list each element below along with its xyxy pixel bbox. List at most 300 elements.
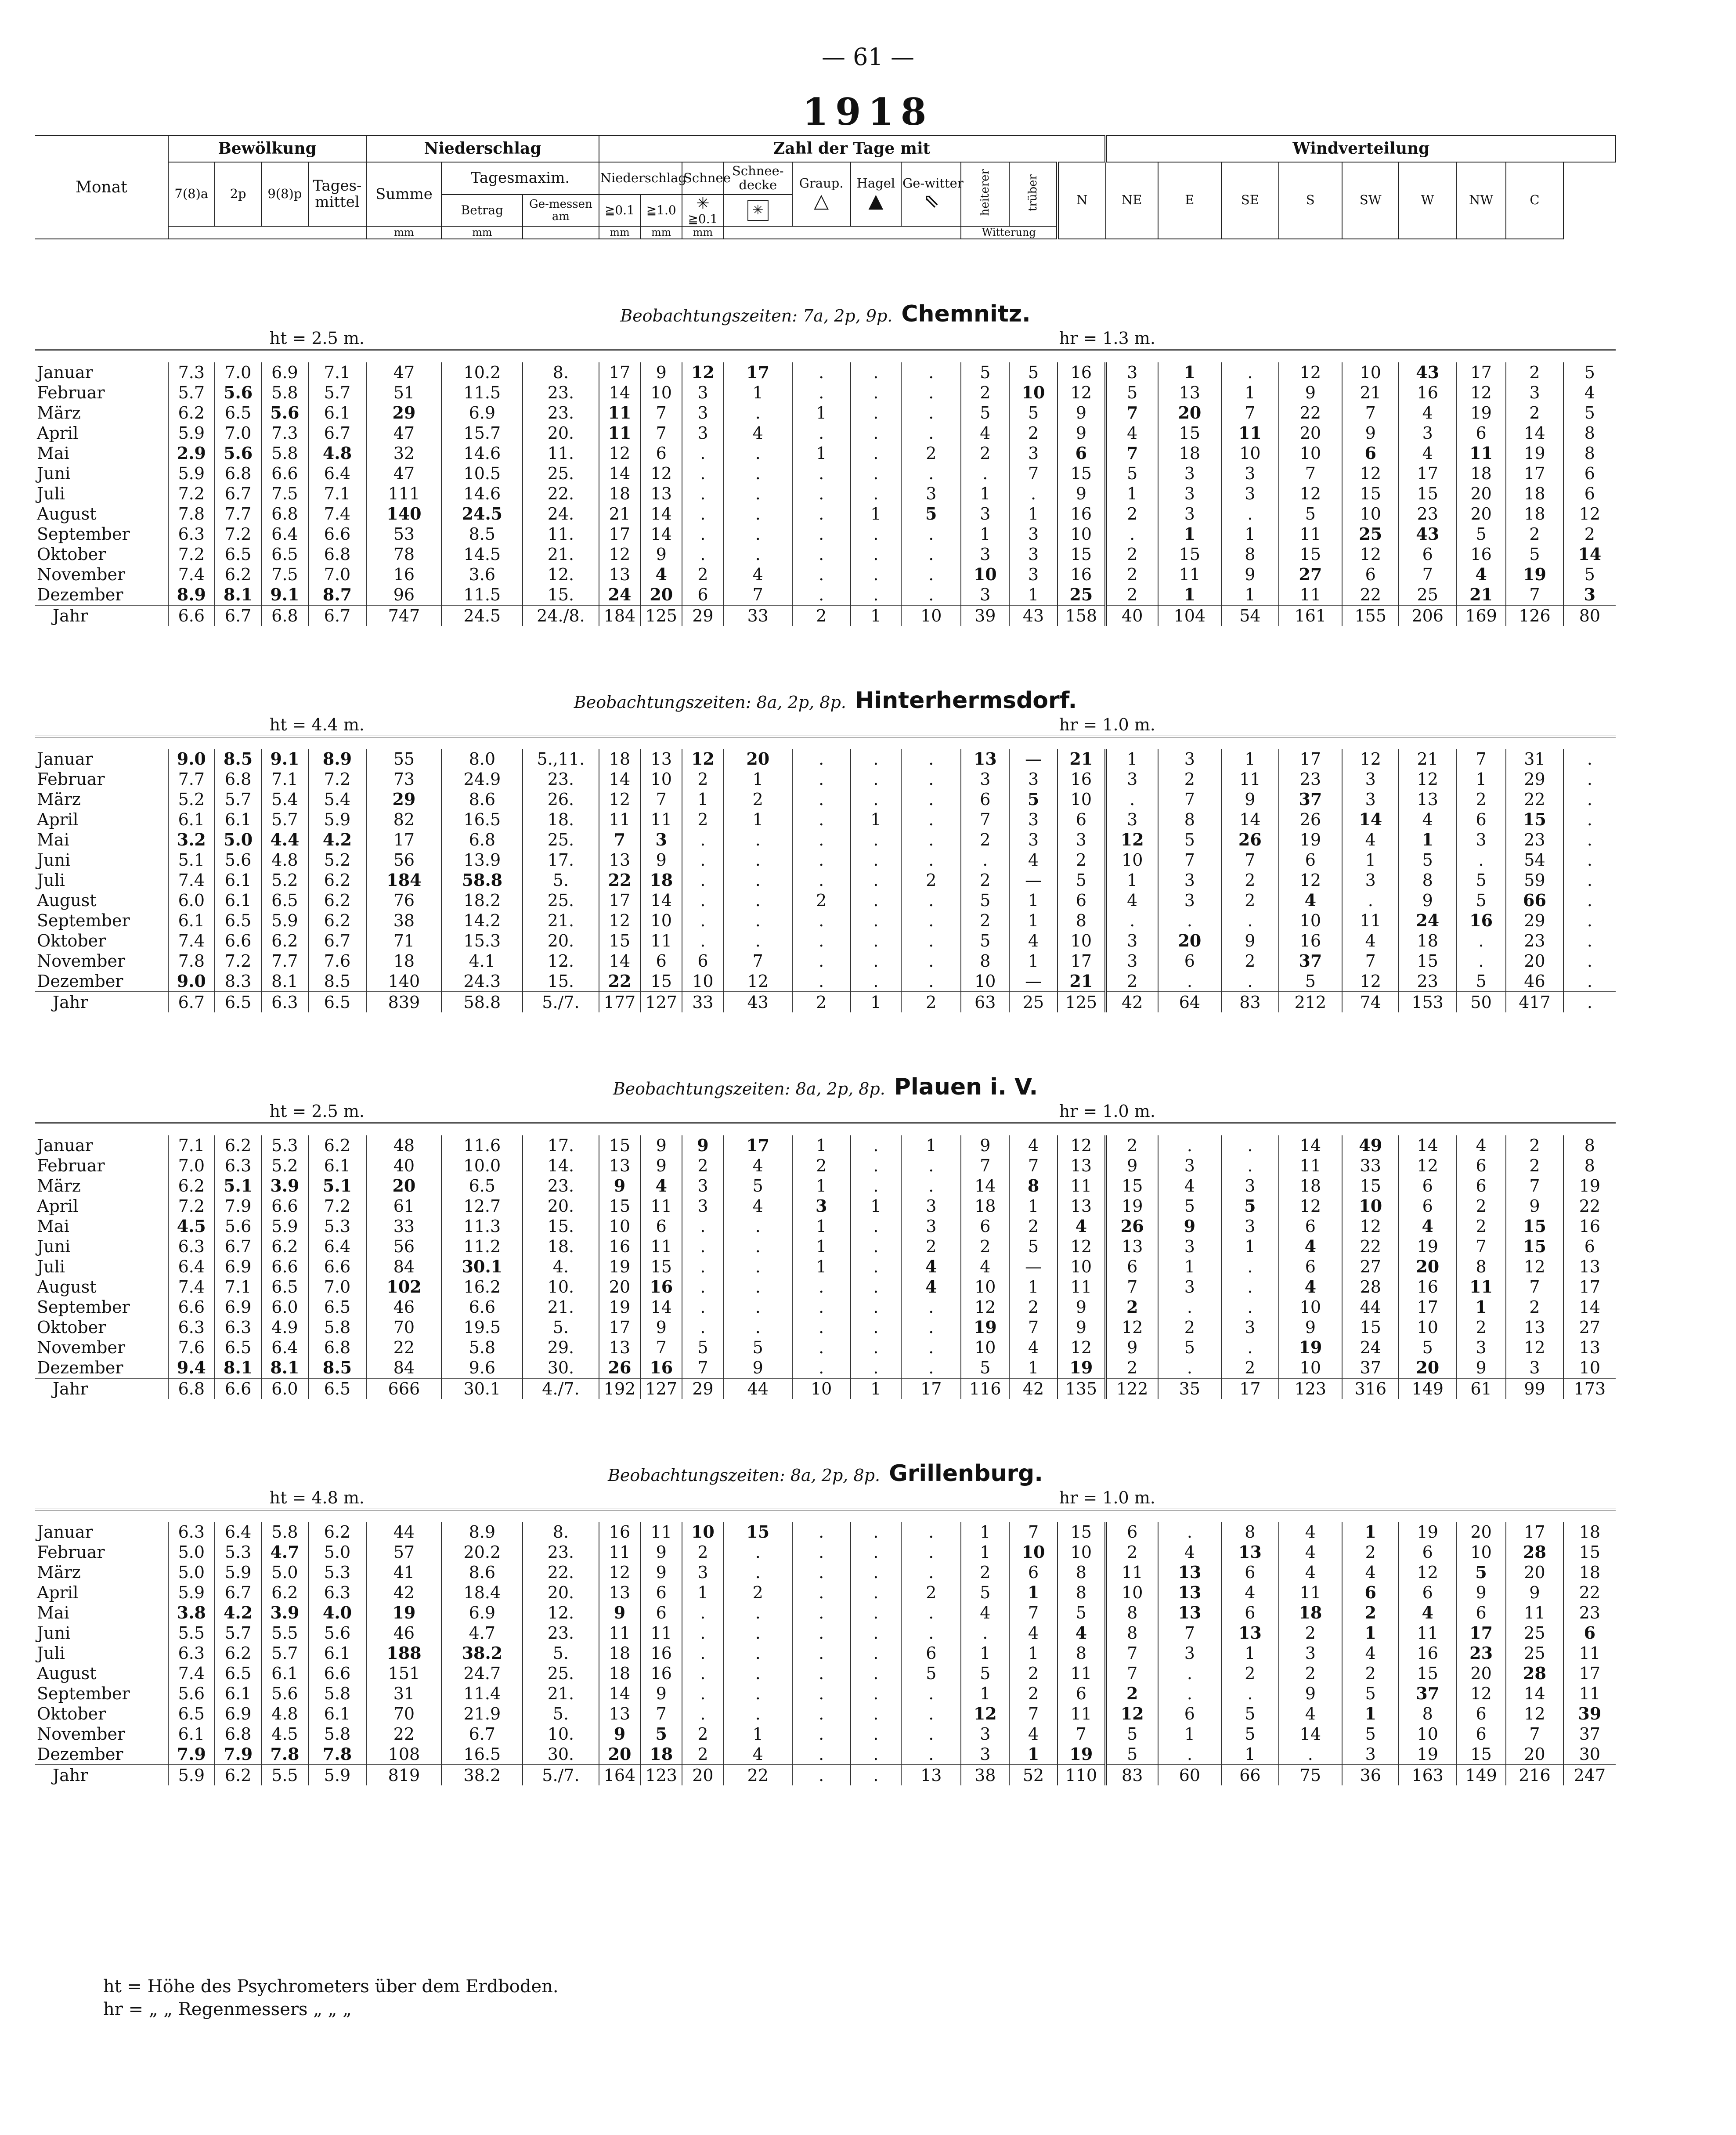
data-cell: 1 [1009, 1582, 1057, 1603]
data-cell: 8.1 [261, 971, 308, 992]
table-row [35, 443, 1616, 463]
data-cell: 5.6 [261, 403, 308, 423]
data-cell: 7 [640, 403, 682, 423]
data-cell: 6 [1399, 1196, 1456, 1216]
data-cell: 7 [1399, 564, 1456, 585]
total-cell: 43 [724, 992, 792, 1012]
month-label: August [37, 504, 97, 524]
data-cell: 15 [1342, 484, 1399, 504]
total-cell: 122 [1106, 1378, 1158, 1399]
data-cell: 10 [1342, 362, 1399, 383]
data-cell: 70 [366, 1704, 441, 1724]
data-cell: 7.9 [215, 1744, 261, 1765]
data-cell: 6.6 [441, 1297, 523, 1317]
data-cell: 18 [1399, 931, 1456, 951]
data-cell: 9 [1456, 1582, 1506, 1603]
data-cell: 10 [961, 1277, 1009, 1297]
data-cell: . [682, 1603, 724, 1623]
jahr-label: Jahr [35, 605, 168, 626]
data-cell: 6 [1456, 1704, 1506, 1724]
data-cell: 5 [682, 1337, 724, 1358]
data-cell: 3 [1106, 931, 1158, 951]
data-cell: 9 [1158, 1216, 1221, 1236]
total-cell: 40 [1106, 605, 1158, 626]
data-cell: 9 [1221, 789, 1279, 809]
data-cell: 6.1 [308, 1156, 367, 1176]
data-cell: 11.2 [441, 1236, 523, 1257]
thr3-label: ≧0.1 [688, 211, 718, 226]
data-cell: 7 [1506, 1277, 1563, 1297]
data-cell: . [682, 1663, 724, 1683]
data-cell: 10 [961, 564, 1009, 585]
data-cell: . [1158, 1683, 1221, 1704]
data-cell: 20 [1456, 1663, 1506, 1683]
data-cell: 20 [1506, 951, 1563, 971]
data-cell: 18.2 [441, 890, 523, 910]
month-label: Januar [37, 362, 93, 382]
data-cell: 7 [640, 1337, 682, 1358]
data-cell: 1 [1009, 1277, 1057, 1297]
data-cell: 7 [1342, 403, 1399, 423]
data-cell: . [724, 484, 792, 504]
data-cell: 3 [1221, 1216, 1279, 1236]
data-cell: . [851, 910, 902, 931]
data-cell: 6.9 [441, 403, 523, 423]
data-cell: 1 [1221, 749, 1279, 769]
total-cell: 206 [1399, 605, 1456, 626]
data-cell: 5.7 [261, 1643, 308, 1663]
data-cell: . [792, 809, 851, 830]
data-cell: 5.3 [308, 1562, 367, 1582]
data-cell: 6.5 [215, 544, 261, 564]
data-cell: 4 [1009, 1623, 1057, 1643]
data-cell: . [1106, 789, 1158, 809]
data-cell: 13 [961, 749, 1009, 769]
data-cell: 22 [366, 1337, 441, 1358]
data-cell: . [682, 1704, 724, 1724]
data-cell: 5.8 [441, 1337, 523, 1358]
data-cell: 3 [1158, 870, 1221, 890]
data-cell: 9.0 [168, 971, 215, 992]
total-cell: 126 [1506, 605, 1563, 626]
data-cell: 14 [599, 463, 641, 484]
data-cell: 1 [1158, 1257, 1221, 1277]
unit-gemessen [523, 226, 599, 238]
data-cell: 6.1 [168, 910, 215, 931]
data-cell: . [682, 1277, 724, 1297]
header-bew-2p: 2p [215, 162, 261, 226]
wind-n: N [1057, 162, 1106, 239]
data-cell: 7 [640, 423, 682, 443]
data-cell: 28 [1506, 1663, 1563, 1683]
data-cell: 11 [599, 1542, 641, 1562]
data-cell: 17 [1563, 1277, 1616, 1297]
month-label: Juli [37, 870, 65, 890]
data-cell: 1 [1009, 1744, 1057, 1765]
data-cell: 19 [1279, 830, 1342, 850]
total-cell: 819 [366, 1765, 441, 1785]
data-cell: 18 [640, 1744, 682, 1765]
unit-ns2: mm [640, 226, 682, 238]
data-cell: . [901, 524, 961, 544]
data-cell: 4 [1342, 830, 1399, 850]
data-cell: 4 [901, 1277, 961, 1297]
data-cell: 14 [1342, 809, 1399, 830]
data-cell: . [724, 504, 792, 524]
data-cell: 5.8 [261, 443, 308, 463]
data-cell: 11. [523, 443, 599, 463]
data-cell: 14.6 [441, 484, 523, 504]
data-cell: 17. [523, 850, 599, 870]
data-cell: 11 [1057, 1176, 1106, 1196]
data-cell: 7.5 [261, 484, 308, 504]
data-cell: 19 [1399, 1236, 1456, 1257]
data-cell: 84 [366, 1358, 441, 1378]
data-cell: . [901, 830, 961, 850]
total-cell: 173 [1563, 1378, 1616, 1399]
data-cell: 7 [1342, 951, 1399, 971]
data-cell: 4 [724, 1744, 792, 1765]
data-cell: . [1158, 971, 1221, 992]
data-cell: 7.1 [308, 362, 367, 383]
data-cell: 6.6 [215, 931, 261, 951]
data-cell: 7.1 [261, 769, 308, 789]
data-cell: 2.9 [168, 443, 215, 463]
data-cell: 6.1 [215, 870, 261, 890]
data-cell: 7.8 [308, 1744, 367, 1765]
data-cell: 3 [1221, 1176, 1279, 1196]
data-cell: 19 [1106, 1196, 1158, 1216]
data-cell: 4 [1009, 1337, 1057, 1358]
data-cell: 31 [366, 1683, 441, 1704]
data-cell: 11 [640, 931, 682, 951]
data-cell: 6 [1456, 1724, 1506, 1744]
data-cell: 5 [1456, 971, 1506, 992]
data-cell: 7.8 [168, 504, 215, 524]
data-cell: 21. [523, 1297, 599, 1317]
station-obs-times: Beobachtungszeiten: 8a, 2p, 8p. [574, 692, 846, 712]
data-cell: 5 [1158, 830, 1221, 850]
data-cell: 9 [1399, 890, 1456, 910]
data-cell: 20 [1506, 1744, 1563, 1765]
data-cell: 2 [901, 870, 961, 890]
data-cell: 7 [1221, 403, 1279, 423]
data-cell: 16 [1399, 1643, 1456, 1663]
data-cell: . [792, 1623, 851, 1643]
total-cell: 127 [640, 1378, 682, 1399]
data-cell: 25. [523, 1663, 599, 1683]
data-cell: 1 [792, 1135, 851, 1156]
data-cell: . [792, 749, 851, 769]
data-cell: 7.3 [168, 362, 215, 383]
data-cell: 15 [1106, 1176, 1158, 1196]
data-cell: 5.,11. [523, 749, 599, 769]
total-cell: 20 [682, 1765, 724, 1785]
data-cell: 8.1 [215, 585, 261, 605]
header-windverteilung: Windverteilung [1106, 136, 1616, 162]
data-cell: 6.6 [308, 524, 367, 544]
data-cell: 14 [1279, 1724, 1342, 1744]
header-monat: Monat [35, 136, 168, 239]
data-cell: 108 [366, 1744, 441, 1765]
data-cell: 13 [1563, 1337, 1616, 1358]
wind-s: S [1279, 162, 1342, 239]
data-cell: 6.2 [308, 890, 367, 910]
data-cell: 4 [1456, 564, 1506, 585]
data-cell: . [792, 1358, 851, 1378]
unit-summe: mm [366, 226, 441, 238]
total-cell: 1 [851, 605, 902, 626]
data-cell: 5.0 [168, 1542, 215, 1562]
data-cell: 9 [1279, 1317, 1342, 1337]
unit-schnee: mm [682, 226, 724, 238]
data-cell: 6.1 [168, 1724, 215, 1744]
data-cell: 7 [1506, 1176, 1563, 1196]
data-cell: 1 [851, 504, 902, 524]
table-row [35, 1582, 1616, 1603]
data-cell: 11 [640, 1236, 682, 1257]
data-cell: 10 [1057, 1257, 1106, 1277]
table-row [35, 463, 1616, 484]
data-cell: 1 [851, 809, 902, 830]
data-cell: . [724, 1663, 792, 1683]
data-cell: 11 [1057, 1663, 1106, 1683]
data-cell: 20 [1456, 484, 1506, 504]
data-cell: 5 [901, 1663, 961, 1683]
data-cell: 17 [1563, 1663, 1616, 1683]
data-cell: 15 [1158, 544, 1221, 564]
data-cell: 23 [1506, 830, 1563, 850]
data-cell: . [1158, 1663, 1221, 1683]
data-cell: 5 [1456, 524, 1506, 544]
data-cell: 12 [1342, 971, 1399, 992]
month-label: Februar [37, 769, 105, 789]
data-cell: 6.5 [215, 1663, 261, 1683]
data-cell: 6.4 [308, 463, 367, 484]
data-cell: 17 [599, 1317, 641, 1337]
data-cell: 188 [366, 1643, 441, 1663]
data-cell: 26 [599, 1358, 641, 1378]
data-cell: 3 [1009, 524, 1057, 544]
data-cell: 46 [366, 1623, 441, 1643]
data-cell: 1 [792, 1216, 851, 1236]
data-cell: . [1221, 1156, 1279, 1176]
data-cell: . [851, 1683, 902, 1704]
data-cell: . [682, 524, 724, 544]
table-row [35, 1196, 1616, 1216]
data-cell: 24 [1342, 1337, 1399, 1358]
data-cell: 19 [1456, 403, 1506, 423]
total-cell: 83 [1106, 1765, 1158, 1785]
data-cell: 12.7 [441, 1196, 523, 1216]
data-cell: 20. [523, 931, 599, 951]
data-cell: 15.7 [441, 423, 523, 443]
header-gemessen: Ge-messen am [523, 195, 599, 226]
data-cell: 6.7 [308, 423, 367, 443]
data-cell: . [1221, 1135, 1279, 1156]
data-cell: 4.7 [441, 1623, 523, 1643]
data-cell: . [682, 830, 724, 850]
data-cell: 5 [1456, 870, 1506, 890]
header-thr1: ≧0.1 [599, 195, 641, 226]
data-cell: 5 [640, 1724, 682, 1744]
data-cell: 3 [1158, 463, 1221, 484]
data-cell: 13 [1158, 1603, 1221, 1623]
data-cell: 11 [1158, 564, 1221, 585]
data-cell: 6.5 [215, 403, 261, 423]
data-cell: 7.2 [168, 484, 215, 504]
station-height-row [35, 327, 1616, 350]
total-cell: 6.7 [168, 992, 215, 1012]
data-cell: . [851, 870, 902, 890]
data-cell: 3 [961, 1744, 1009, 1765]
data-cell: 18 [1563, 1562, 1616, 1582]
total-cell: 5.9 [168, 1765, 215, 1785]
data-cell: 4.8 [261, 850, 308, 870]
total-cell: 125 [1057, 992, 1106, 1012]
data-cell: 6 [1456, 423, 1506, 443]
data-cell: 2 [1106, 971, 1158, 992]
data-cell: 4 [961, 1257, 1009, 1277]
data-cell: 5 [1563, 403, 1616, 423]
data-cell: 4 [1342, 931, 1399, 951]
jahr-label: Jahr [35, 1378, 168, 1399]
data-cell: 1 [1009, 585, 1057, 605]
total-cell: 149 [1456, 1765, 1506, 1785]
data-cell: 38.2 [441, 1643, 523, 1663]
data-cell: . [901, 890, 961, 910]
data-cell: 4.8 [308, 443, 367, 463]
data-cell: 2 [1106, 1358, 1158, 1378]
data-cell: 11 [1399, 1623, 1456, 1643]
data-cell: . [1563, 870, 1616, 890]
data-cell: . [901, 1156, 961, 1176]
data-cell: 7.1 [168, 1135, 215, 1156]
data-cell: 28 [1506, 1542, 1563, 1562]
data-cell: . [724, 1277, 792, 1297]
data-cell: 12 [1342, 749, 1399, 769]
table-row [35, 789, 1616, 809]
total-cell: 99 [1506, 1378, 1563, 1399]
data-cell: 6.8 [308, 544, 367, 564]
snow-icon: ✳ [696, 195, 710, 213]
table-row [35, 850, 1616, 870]
data-cell: — [1009, 870, 1057, 890]
data-cell: 14 [1506, 423, 1563, 443]
data-cell: 10 [1057, 789, 1106, 809]
total-cell: 54 [1221, 605, 1279, 626]
data-cell: 30 [1563, 1744, 1616, 1765]
total-cell: 33 [682, 992, 724, 1012]
data-cell: . [851, 1582, 902, 1603]
data-cell: 9.4 [168, 1358, 215, 1378]
data-cell: . [901, 789, 961, 809]
data-cell: 27 [1342, 1257, 1399, 1277]
data-cell: 10 [1279, 910, 1342, 931]
data-cell: 19 [599, 1257, 641, 1277]
data-cell: . [682, 1216, 724, 1236]
data-cell: 6.7 [215, 1582, 261, 1603]
data-cell: . [724, 544, 792, 564]
data-cell: 5.7 [261, 809, 308, 830]
data-cell: 15 [724, 1522, 792, 1542]
data-cell: 29 [366, 403, 441, 423]
data-cell: 12 [1563, 504, 1616, 524]
data-cell: . [724, 1683, 792, 1704]
total-cell: 161 [1279, 605, 1342, 626]
page-number: — 61 — [821, 43, 915, 71]
table-header [35, 136, 1616, 239]
data-cell: 40 [366, 1156, 441, 1176]
data-cell: 5.4 [261, 789, 308, 809]
data-cell: 6 [682, 951, 724, 971]
data-cell: 1 [1106, 749, 1158, 769]
data-cell: 15.3 [441, 931, 523, 951]
month-label: März [37, 403, 81, 423]
table-row [35, 870, 1616, 890]
data-cell: . [1563, 951, 1616, 971]
data-cell: 24. [523, 504, 599, 524]
data-cell: 18. [523, 809, 599, 830]
data-cell: 5.7 [168, 383, 215, 403]
data-cell: 23. [523, 1542, 599, 1562]
data-cell: 2 [1106, 1683, 1158, 1704]
data-cell: 26 [1279, 809, 1342, 830]
data-cell: 3 [682, 383, 724, 403]
data-cell: 7.2 [215, 951, 261, 971]
data-cell: 1 [1221, 383, 1279, 403]
data-cell: 14 [640, 1297, 682, 1317]
data-cell: 10 [1563, 1358, 1616, 1378]
data-cell: 9 [1279, 383, 1342, 403]
month-label: August [37, 890, 97, 910]
data-cell: 6 [640, 951, 682, 971]
data-cell: . [901, 1297, 961, 1317]
data-cell: 6 [1158, 951, 1221, 971]
data-cell: 15 [599, 1196, 641, 1216]
data-cell: 140 [366, 504, 441, 524]
data-cell: . [682, 1317, 724, 1337]
data-cell: . [1221, 910, 1279, 931]
data-cell: 12 [1506, 1257, 1563, 1277]
data-cell: 44 [366, 1522, 441, 1542]
data-cell: 19 [1506, 564, 1563, 585]
data-cell: 2 [1106, 1297, 1158, 1317]
data-cell: 10 [1057, 1542, 1106, 1562]
data-cell: 6 [1399, 1582, 1456, 1603]
data-cell: 16 [640, 1358, 682, 1378]
data-cell: 6 [640, 1216, 682, 1236]
data-cell: 9 [640, 544, 682, 564]
data-cell: 12 [1456, 1683, 1506, 1704]
data-cell: 12 [1342, 544, 1399, 564]
trueber-label: trüber [1026, 174, 1039, 211]
data-cell: 8 [1456, 1257, 1506, 1277]
total-cell: 6.7 [215, 605, 261, 626]
data-cell: 6 [1158, 1704, 1221, 1724]
data-cell: 25. [523, 890, 599, 910]
data-cell: . [851, 1522, 902, 1542]
data-cell: 13 [599, 1582, 641, 1603]
month-label: September [37, 910, 130, 930]
data-cell: 1 [1399, 830, 1456, 850]
data-cell: . [901, 749, 961, 769]
data-cell: . [851, 362, 902, 383]
total-cell: 1 [851, 992, 902, 1012]
data-cell: 8 [1106, 1623, 1158, 1643]
data-cell: . [851, 564, 902, 585]
data-cell: 5. [523, 1704, 599, 1724]
